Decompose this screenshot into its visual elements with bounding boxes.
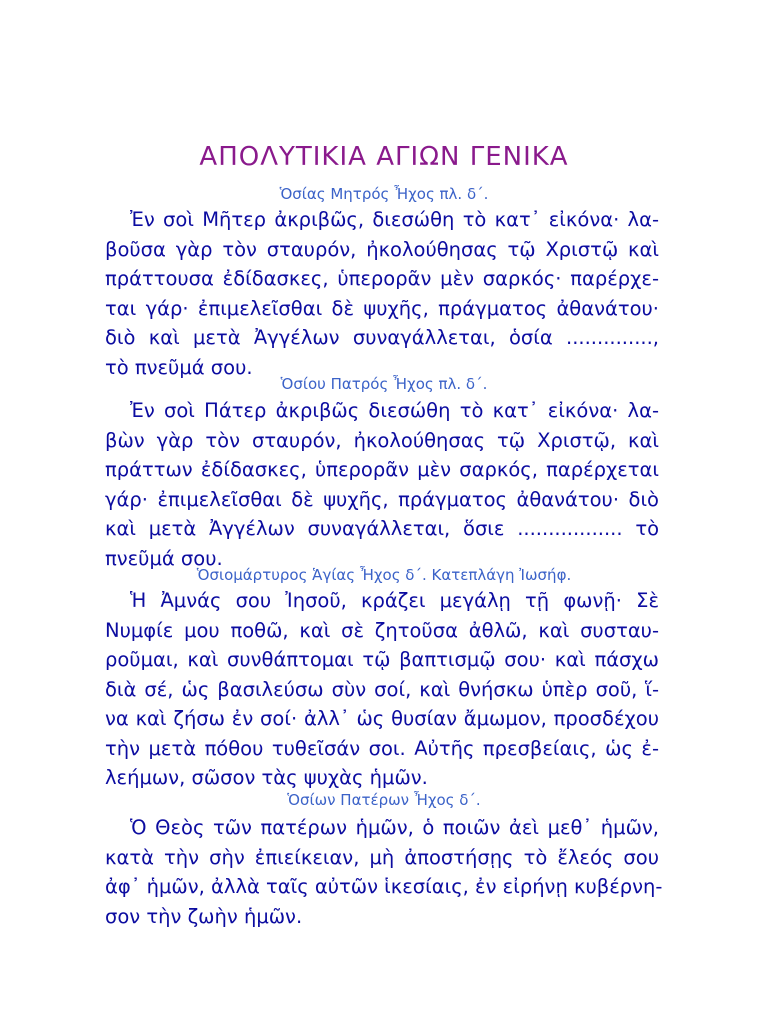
text-line: ται γάρ· ἐπιμελεῖσθαι δὲ ψυχῆς, πράγματος ἀθανάτου·: [105, 296, 659, 320]
text-line: καὶ μετὰ Ἀγγέλων συναγάλλεται, ὅσιε ................. τὸ: [105, 517, 659, 540]
text-line: διὰ σέ, ὡς βασιλεύσω σὺν σοί, καὶ θνήσκω ὑπὲρ σοῦ, ἵ-: [105, 677, 659, 701]
page-title: ΑΠΟΛΥΤΙΚΙΑ ΑΓΙΩΝ ΓΕΝΙΚΑ: [199, 142, 569, 172]
text-line: Ἡ Ἀμνάς σου Ἰησοῦ, κράζει μεγάλῃ τῇ φωνῇ· Σὲ: [130, 589, 659, 612]
section-body-osiou: [105, 396, 659, 573]
section-body-osion-pateron: [105, 813, 663, 931]
text-line: τὸ πνεῦμά σου.: [105, 355, 253, 379]
text-line: λεήμων, σῶσον τὰς ψυχὰς ἡμῶν.: [105, 766, 428, 789]
text-line: Ἐν σοὶ Πάτερ ἀκριβῶς διεσώθη τὸ κατ᾽ εἰκόνα· λα-: [130, 399, 659, 422]
text-line: πράττουσα ἐδίδασκες, ὑπερορᾶν μὲν σαρκός· παρέρχε-: [105, 267, 659, 290]
text-line: πράττων ἐδίδασκες, ὑπερορᾶν μὲν σαρκός, παρέρχεται: [105, 458, 659, 481]
text-line: ἀφ᾽ ἡμῶν, ἀλλὰ ταῖς αὐτῶν ἱκεσίαις, ἐν εἰρήνῃ κυβέρνη-: [105, 875, 663, 898]
section-heading-osias: Ὁσίας Μητρός Ἦχος πλ. δ΄.: [279, 185, 489, 203]
text-line: τὴν μετὰ πόθου τυθεῖσάν σοι. Αὐτῆς πρεσβείαις, ὡς ἐ-: [105, 736, 659, 760]
text-line: βοῦσα γὰρ τὸν σταυρόν, ἠκολούθησας τῷ Χριστῷ καὶ: [105, 237, 659, 261]
text-line: Ἐν σοὶ Μῆτερ ἀκριβῶς, διεσώθη τὸ κατ᾽ εἰκόνα· λα-: [130, 208, 659, 231]
section-heading-osiomartyros: Ὁσιομάρτυρος Ἁγίας Ἦχος δ΄. Κατεπλάγη Ἰωσήφ.: [196, 566, 572, 584]
text-line: κατὰ τὴν σὴν ἐπιείκειαν, μὴ ἀποστήσῃς τὸ ἔλεός σου: [105, 845, 659, 869]
section-heading-osion-pateron: Ὁσίων Πατέρων Ἦχος δ΄.: [287, 791, 481, 809]
text-line: Ὁ Θεὸς τῶν πατέρων ἡμῶν, ὁ ποιῶν ἀεὶ μεθ᾽ ἡμῶν,: [130, 816, 659, 839]
text-line: βὼν γὰρ τὸν σταυρόν, ἠκολούθησας τῷ Χριστῷ, καὶ: [105, 428, 659, 452]
section-body-osiomartyros: [105, 586, 659, 793]
text-line: Νυμφίε μου ποθῶ, καὶ σὲ ζητοῦσα ἀθλῶ, καὶ συσταυ-: [105, 618, 659, 642]
text-line: σον τὴν ζωὴν ἡμῶν.: [105, 904, 303, 928]
text-line: να καὶ ζήσω ἐν σοί· ἀλλ᾽ ὡς θυσίαν ἄμωμον, προσδέχου: [105, 707, 659, 730]
text-line: ροῦμαι, καὶ συνθάπτομαι τῷ βαπτισμῷ σου· καὶ πάσχω: [105, 648, 659, 671]
section-body-osias: [105, 205, 659, 382]
text-line: γάρ· ἐπιμελεῖσθαι δὲ ψυχῆς, πράγματος ἀθανάτου· διὸ: [105, 487, 659, 511]
text-line: διὸ καὶ μετὰ Ἀγγέλων συναγάλλεται, ὁσία ..............,: [105, 326, 659, 349]
section-heading-osiou: Ὁσίου Πατρός Ἦχος πλ. δ΄.: [280, 375, 488, 393]
text-line: πνεῦμά σου.: [105, 546, 223, 570]
